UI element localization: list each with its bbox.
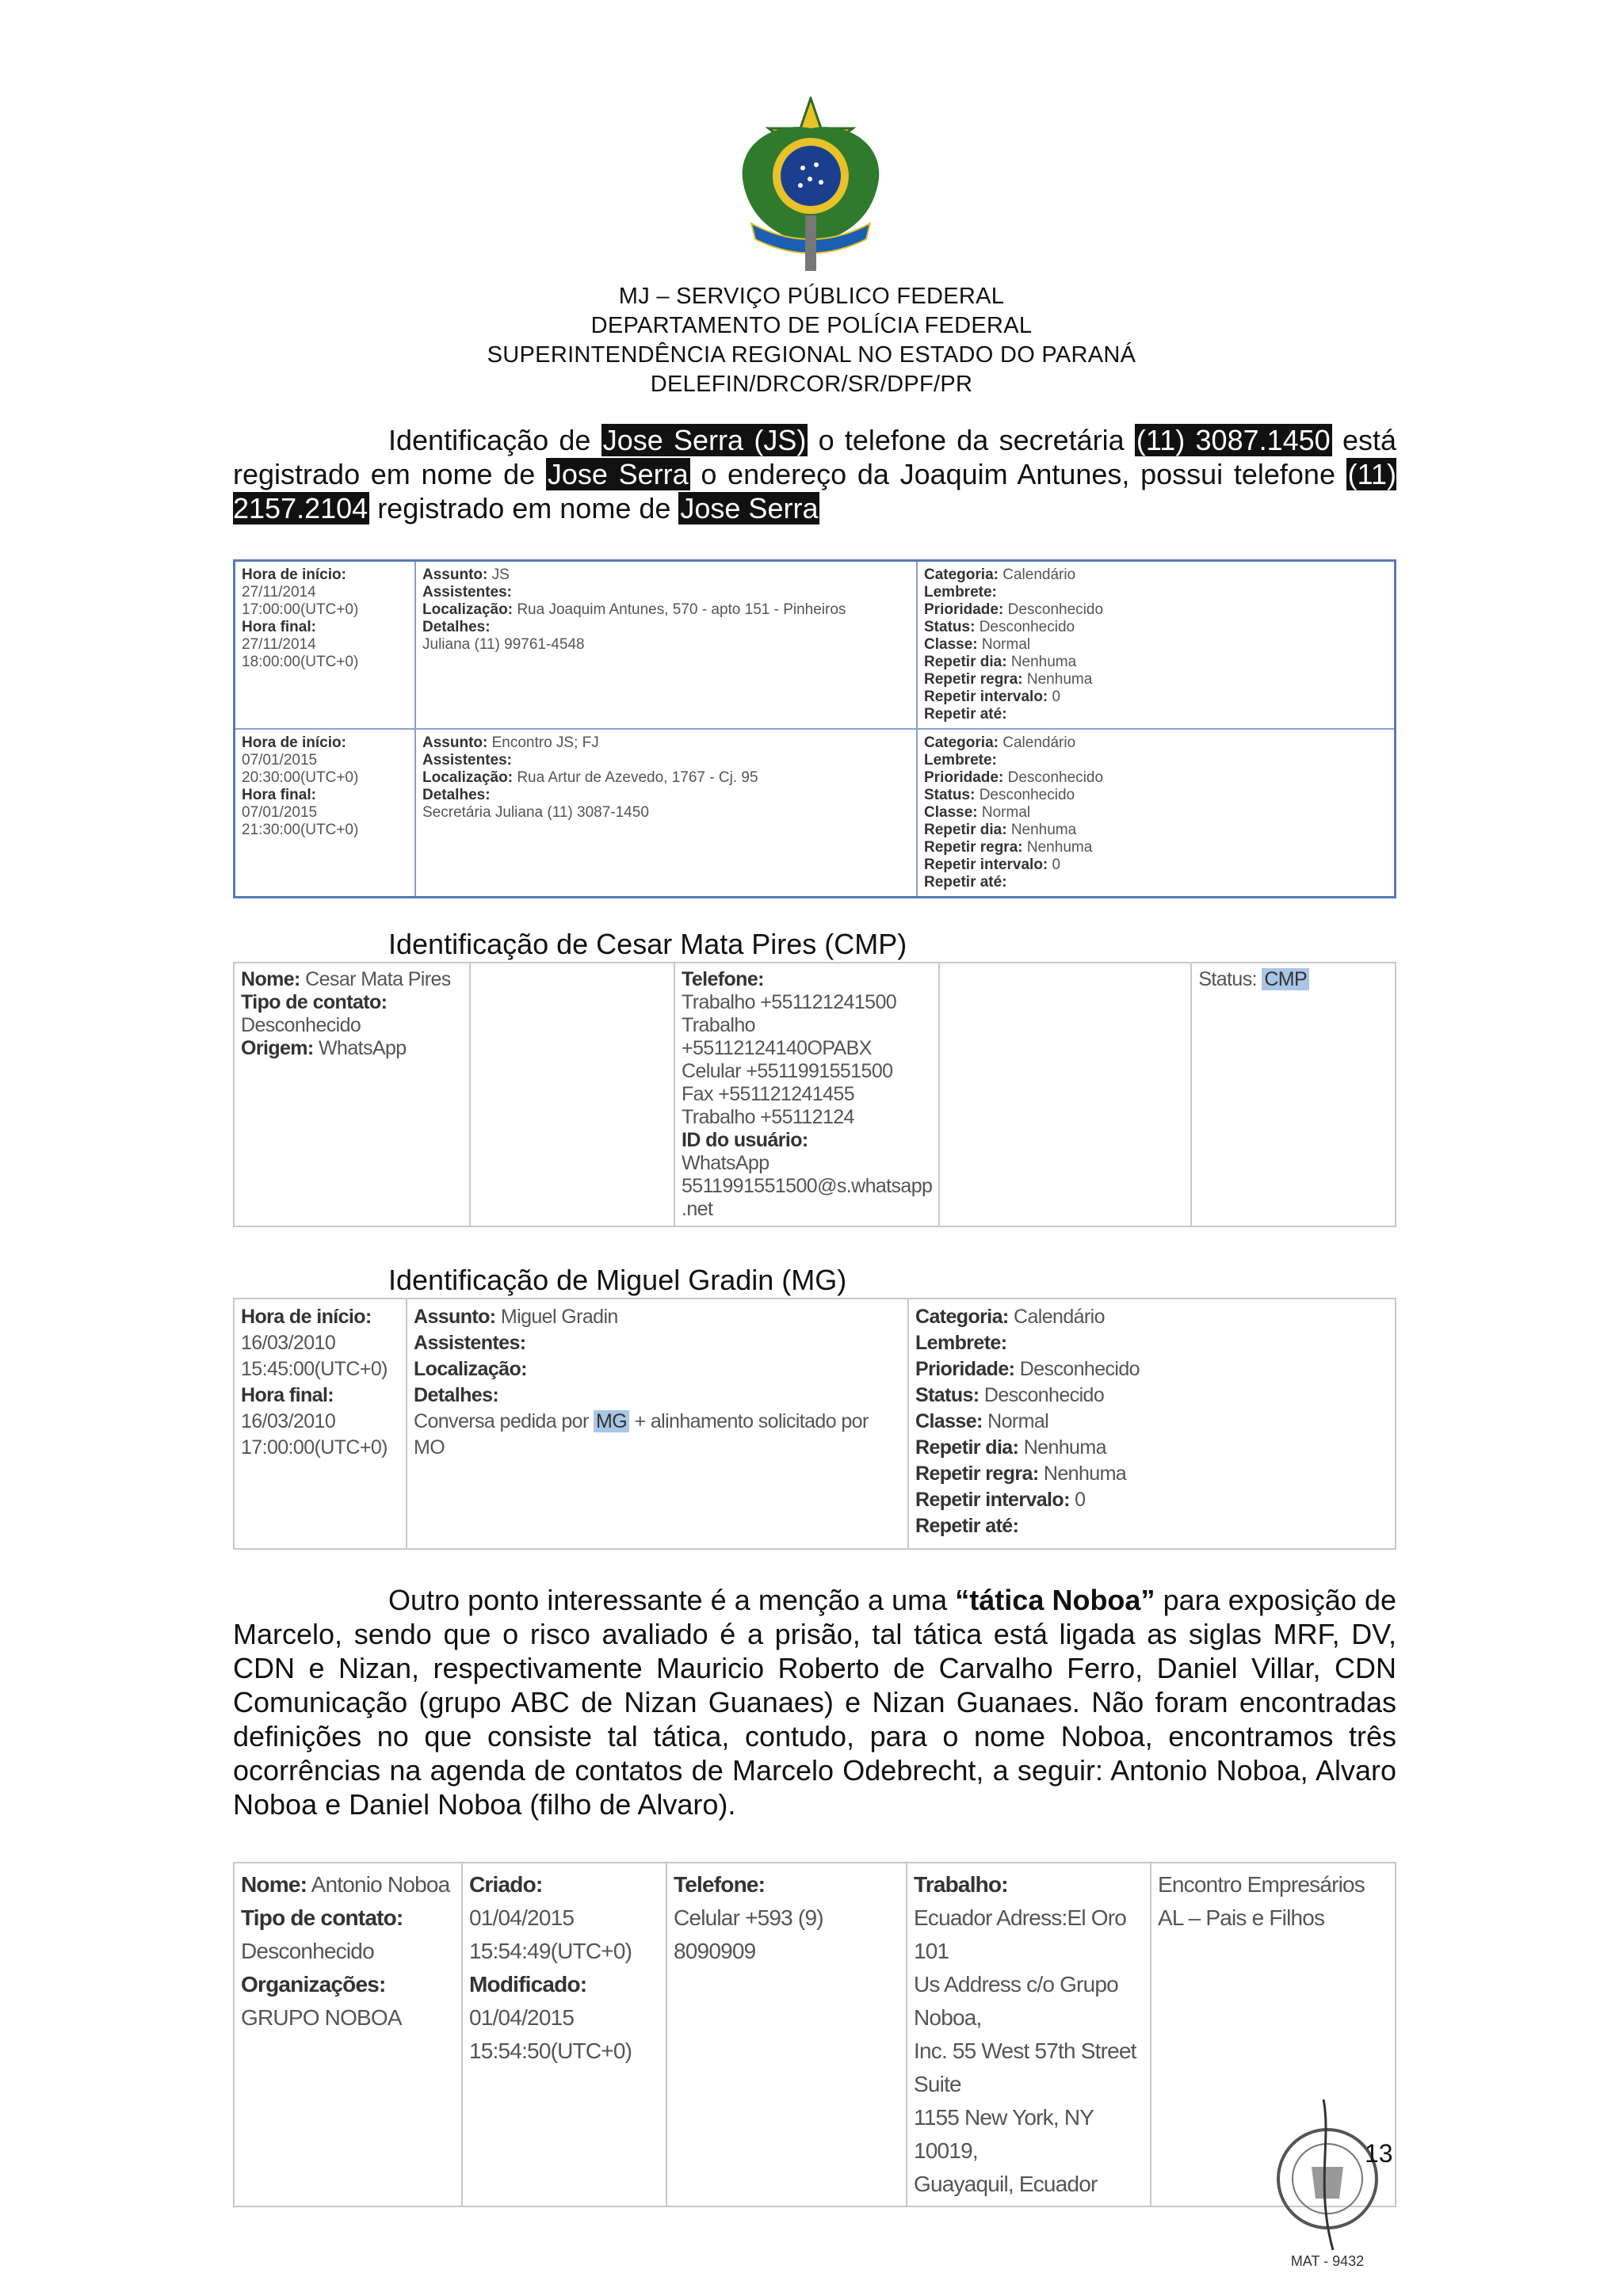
table-cell: Assunto: Encontro JS; FJ Assistentes: Localização: Rua Artur de Azevedo, 1767 - Cj. 95 Detalhes: Secretária Juliana (11) 3087-1450	[415, 729, 917, 898]
heading-miguel-gradin: Identificação de Miguel Gradin (MG)	[388, 1264, 847, 1296]
table-cell: Categoria: Calendário Lembrete: Prioridade: Desconhecido Status: Desconhecido Classe: Normal Repetir dia: Nenhuma Repetir regra: Nenhuma Repetir intervalo: 0 Repetir até:	[908, 1299, 1396, 1549]
table-cell: Assunto: JS Assistentes: Localização: Rua Joaquim Antunes, 570 - apto 151 - Pinheiros Detalhes: Juliana (11) 99761-4548	[415, 561, 917, 730]
table-cell: Nome: Antonio Noboa Tipo de contato: Desconhecido Organizações: GRUPO NOBOA	[234, 1863, 462, 2206]
table-cell: Status: CMP	[1191, 963, 1396, 1226]
table-cell: Assunto: Miguel Gradin Assistentes: Localização: Detalhes: Conversa pedida por MG + alinhamento solicitado por MO	[407, 1299, 908, 1549]
selected-text-highlight: MG	[594, 1410, 629, 1432]
table-cell: Trabalho: Ecuador Adress:El Oro 101 Us Address c/o Grupo Noboa, Inc. 55 West 57th Street Suite 1155 New York, NY 10019, Guayaquil, Ecuador	[907, 1863, 1151, 2206]
table-cell	[470, 963, 674, 1226]
table-cell	[939, 963, 1191, 1226]
paragraph-jose-serra: Identificação de Jose Serra (JS) o telefone da secretária (11) 3087.1450 está registrado em nome de Jose Serra o endereço da Joaquim Antunes, possui telefone (11) 2157.2104 registrado em nome de Jose Serra	[233, 424, 1397, 524]
brazil-coat-of-arms-icon	[727, 97, 894, 279]
table-cell: Hora de início: 07/01/2015 20:30:00(UTC+0) Hora final: 07/01/2015 21:30:00(UTC+0)	[235, 729, 416, 898]
paragraph-tatica-noboa: Outro ponto interessante é a menção a uma “tática Noboa” para exposição de Marcelo, sendo que o risco avaliado é a prisão, tal tática está ligada as siglas MRF, DV, CDN e Nizan, respectivamente Mauricio Roberto de Carvalho Ferro, Daniel Villar, CDN Comunicação (grupo ABC de Nizan Guanaes) e Nizan Guanaes. Não foram encontradas definições no que consiste tal tática, contudo, para o nome Noboa, encontramos três ocorrências na agenda de contatos de Marcelo Odebrecht, a seguir: Antonio Noboa, Alvaro Noboa e Daniel Noboa (filho de Alvaro).	[233, 1584, 1396, 1821]
redaction-highlight: (11) 2157.2104	[233, 458, 1397, 524]
redaction-highlight: (11) 3087.1450	[1136, 424, 1331, 456]
table-row	[234, 1299, 1396, 1549]
header-line-superintendency: SUPERINTENDÊNCIA REGIONAL NO ESTADO DO PARANÁ	[487, 342, 1136, 368]
page-number: 13	[1365, 2139, 1393, 2168]
table-cell: Telefone: Celular +593 (9) 8090909	[666, 1863, 907, 2206]
calendar-table-jose-serra	[233, 559, 1396, 898]
redaction-highlight: Jose Serra (JS)	[602, 424, 807, 456]
header-line-department: DEPARTAMENTO DE POLÍCIA FEDERAL	[590, 313, 1033, 338]
table-cell: Hora de início: 27/11/2014 17:00:00(UTC+0) Hora final: 27/11/2014 18:00:00(UTC+0)	[235, 561, 416, 730]
police-stamp-icon	[1268, 2092, 1387, 2274]
stamp-text: MAT - 9432	[1290, 2253, 1365, 2269]
table-cell: Hora de início: 16/03/2010 15:45:00(UTC+0) Hora final: 16/03/2010 17:00:00(UTC+0)	[234, 1299, 407, 1549]
heading-cesar-mata-pires: Identificação de Cesar Mata Pires (CMP)	[388, 928, 907, 960]
table-row	[235, 729, 1396, 898]
contact-table-cesar-mata-pires	[233, 962, 1396, 1227]
redaction-highlight: Jose Serra	[547, 458, 689, 490]
header-line-ministry: MJ – SERVIÇO PÚBLICO FEDERAL	[618, 284, 1005, 309]
calendar-table-miguel-gradin	[233, 1298, 1396, 1550]
document-header	[0, 282, 1623, 399]
table-cell: Criado: 01/04/2015 15:54:49(UTC+0) Modificado: 01/04/2015 15:54:50(UTC+0)	[462, 1863, 666, 2206]
table-cell: Categoria: Calendário Lembrete: Prioridade: Desconhecido Status: Desconhecido Classe: Normal Repetir dia: Nenhuma Repetir regra: Nenhuma Repetir intervalo: 0 Repetir até:	[917, 561, 1396, 730]
table-row	[234, 1863, 1396, 2206]
table-cell: Nome: Cesar Mata Pires Tipo de contato: Desconhecido Origem: WhatsApp	[234, 963, 470, 1226]
table-cell: Telefone: Trabalho +551121241500 Trabalho +55112124140OPABX Celular +5511991551500 Fax +551121241455 Trabalho +55112124 ID do usuário: WhatsApp 5511991551500@s.whatsapp .net	[674, 963, 939, 1226]
redaction-highlight: Jose Serra	[680, 492, 819, 524]
table-cell: Categoria: Calendário Lembrete: Prioridade: Desconhecido Status: Desconhecido Classe: Normal Repetir dia: Nenhuma Repetir regra: Nenhuma Repetir intervalo: 0 Repetir até:	[917, 729, 1396, 898]
table-row	[234, 963, 1396, 1226]
table-cell: Encontro Empresários AL – Pais e Filhos	[1151, 1863, 1396, 2206]
contact-table-antonio-noboa	[233, 1862, 1396, 2207]
table-row	[235, 561, 1396, 730]
selected-text-highlight: CMP	[1262, 968, 1309, 990]
header-line-division: DELEFIN/DRCOR/SR/DPF/PR	[650, 372, 973, 397]
